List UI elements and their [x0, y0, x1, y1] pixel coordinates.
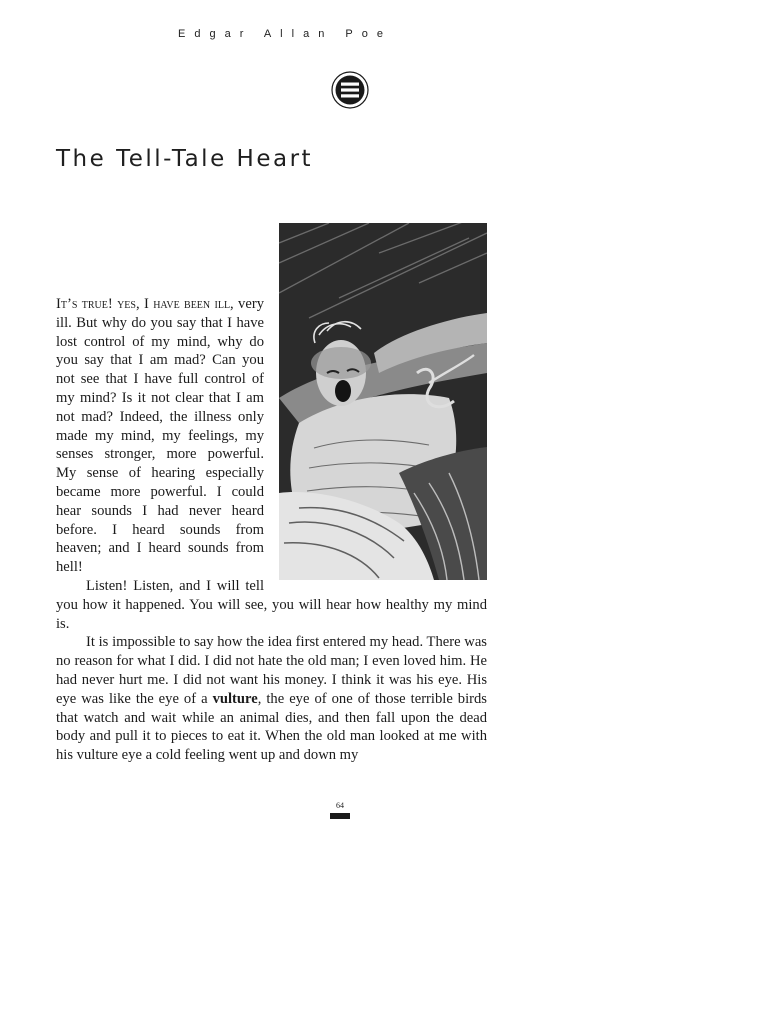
story-body [56, 295, 487, 765]
page-number: 64 [336, 801, 344, 810]
opening-small-caps: It’s true! yes, I have been ill, [56, 296, 234, 312]
paragraph-3-text-b: , the eye of one of those terrible birds that watch and wait while an animal dies, and then fall upon the dead body and pull it to pieces to eat it. When the old man looked at me with his vulture eye a cold feeling went up and down my [56, 690, 487, 764]
page-number-bar [330, 813, 350, 819]
paragraph-1-text: very ill. But why do you say that I have lost control of my mind, why do you say that I am mad? Can you not see that I have full control of my mind? Is it not clear that I am not mad? Indeed, the illness only made my mind, my feelings, my senses stronger, more powerful. My sense of hearing especially became more powerful. I could hear sounds I had never heard before. I heard sounds from heaven; and I heard sounds from hell! [56, 296, 264, 576]
paragraph-2: Listen! Listen, and I will tell you how it happened. You will see, you will hear how healthy my mind is. [56, 577, 487, 632]
book-emblem-icon [331, 71, 369, 109]
paragraph-3 [56, 633, 487, 765]
glossary-term-vulture: vulture [212, 690, 258, 707]
paragraph-3-text-a: It is impossible to say how the idea first entered my head. There was no reason for what I did. I did not hate the old man; I even loved him. He had never hurt me. I did not want his money. I think it was his eye. His eye was like the eye of a [56, 634, 487, 707]
story-title: The Tell-Tale Heart [56, 146, 314, 172]
running-head: Edgar Allan Poe [178, 28, 392, 40]
illustration-text-wrap [264, 295, 487, 582]
